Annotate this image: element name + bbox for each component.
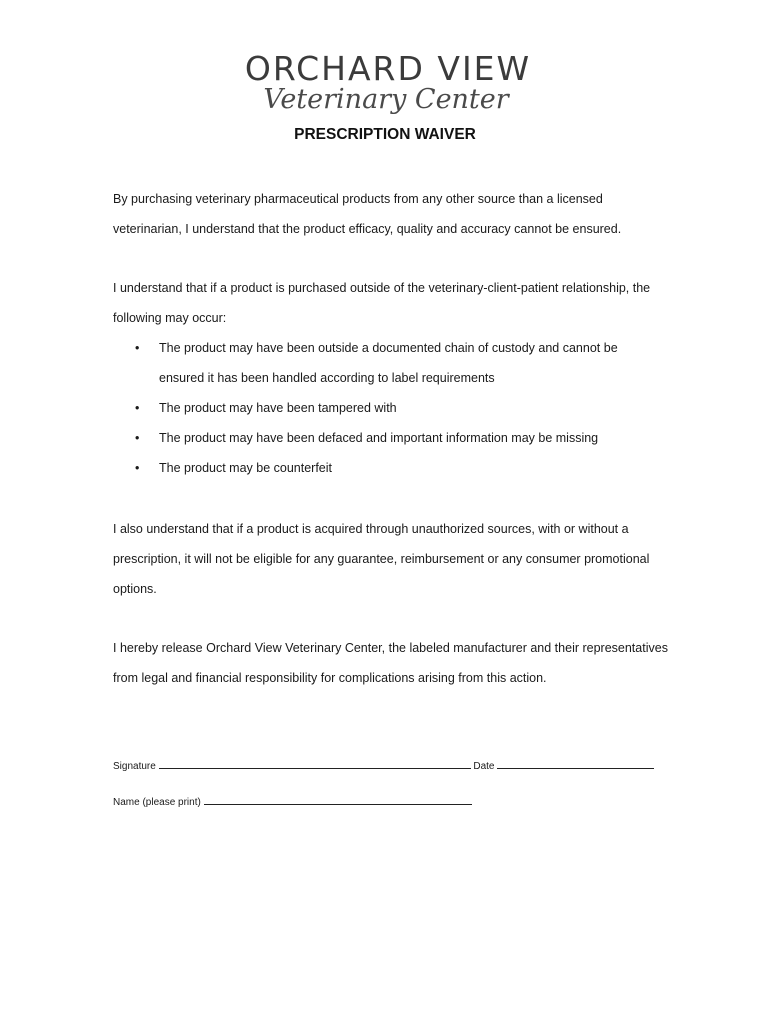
date-field[interactable] xyxy=(497,758,654,769)
list-item-text: The product may be counterfeit xyxy=(159,461,333,475)
paragraph-purchase: By purchasing veterinary pharmaceutical products from any other source than a licensed veterinarian, I understand that the product efficacy, quality and accuracy cannot be ensured. xyxy=(113,192,622,236)
date-label: Date xyxy=(473,761,495,772)
list-item xyxy=(113,453,673,483)
name-field[interactable] xyxy=(204,794,472,805)
logo-subtitle: Veterinary Center xyxy=(263,84,509,115)
list-item xyxy=(113,333,673,393)
paragraph-release: I hereby release Orchard View Veterinary Center, the labeled manufacturer and their representatives from legal and financial responsibility for complications arising from this action. xyxy=(113,641,668,685)
list-item-text: The product may have been defaced and important information may be missing xyxy=(159,431,599,445)
name-label: Name (please print) xyxy=(113,797,201,808)
bullet-icon: • xyxy=(135,401,140,415)
document-title: PRESCRIPTION WAIVER xyxy=(294,126,476,143)
bullet-icon: • xyxy=(135,341,140,355)
risk-list xyxy=(113,333,673,483)
signature-row xyxy=(113,758,654,772)
list-item-text: The product may have been outside a documented chain of custody and cannot be ensured it has been handled according to label requirements xyxy=(159,341,618,385)
paragraph-unauthorized: I also understand that if a product is acquired through unauthorized sources, with or without a prescription, it will not be eligible for any guarantee, reimbursement or any consumer promotional options. xyxy=(113,522,650,596)
signature-field[interactable] xyxy=(159,758,471,769)
logo-wordmark: ORCHARD VIEW xyxy=(244,49,532,88)
name-row xyxy=(113,794,472,808)
signature-label: Signature xyxy=(113,761,156,772)
list-item-text: The product may have been tampered with xyxy=(159,401,397,415)
list-item xyxy=(113,393,673,423)
bullet-icon: • xyxy=(135,431,140,445)
bullet-icon: • xyxy=(135,461,140,475)
paragraph-relationship: I understand that if a product is purchased outside of the veterinary-client-patient relationship, the following may occur: xyxy=(113,281,651,325)
list-item xyxy=(113,423,673,453)
